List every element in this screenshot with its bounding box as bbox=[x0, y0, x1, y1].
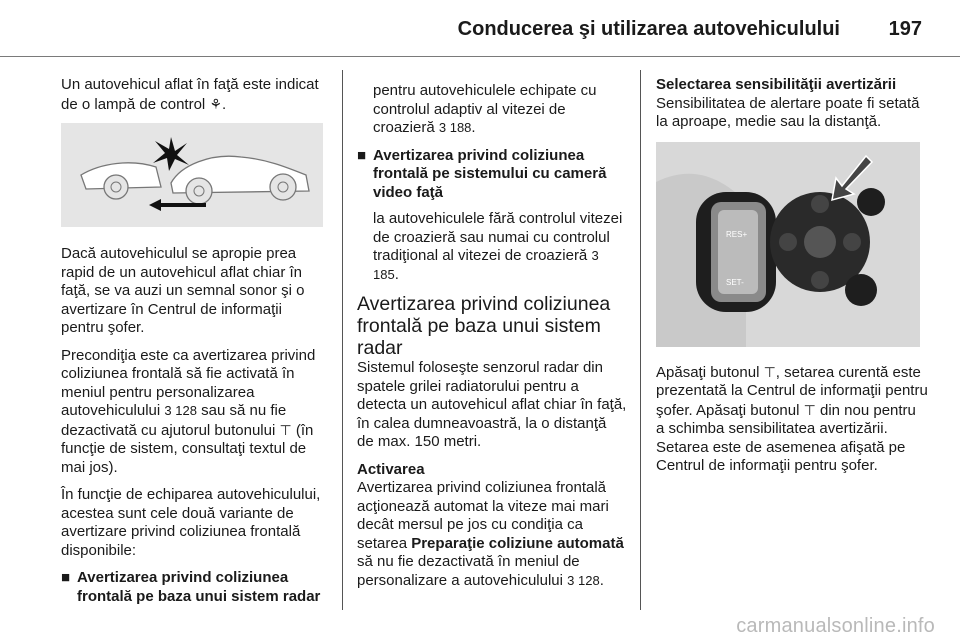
car-indicator-icon: ⚘ bbox=[209, 95, 222, 112]
col2-camera-text: la autovehiculele fără controlul vitezei de croazieră sau numai cu controlul tradiţional al vitezei de croazieră 3 185. bbox=[373, 210, 623, 283]
col2-system-text: Sistemul foloseşte senzorul radar din spatele grilei radiatorului pentru a detecta un autovehicul aflat chiar în faţă, în calea dumneavoastră, la o distanţă de max. 150 metri. bbox=[357, 359, 627, 450]
activation-title: Activarea bbox=[357, 460, 425, 478]
page-number: 197 bbox=[888, 18, 922, 40]
res-label: RES+ bbox=[726, 229, 748, 239]
page-ref: 3 185 bbox=[373, 248, 599, 282]
collision-illustration bbox=[61, 123, 323, 227]
column-3 bbox=[656, 76, 928, 485]
column-1 bbox=[61, 76, 327, 614]
set-label: SET- bbox=[726, 277, 744, 287]
col1-intro: Un autovehicul aflat în faţă este indicat de o lampă de control ⚘. bbox=[61, 76, 319, 113]
watermark: carmanualsonline.info bbox=[736, 615, 935, 637]
page-header-title: Conducerea şi utilizarea autovehiculului bbox=[457, 18, 840, 40]
col2-continuation: pentru autovehiculele echipate cu controlul adaptiv al vitezei de croazieră 3 188. bbox=[373, 82, 597, 136]
sensitivity-text: Sensibilitatea de alertare poate fi setată la aproape, medie sau la distanţă. bbox=[656, 94, 920, 130]
col1-warning-text: Dacă autovehiculul se apropie prea rapid de un autovehicul aflat chiar în faţă, se va auzi un semnal sonor şi o avertizare în Centrul de informaţii pentru şofer. bbox=[61, 245, 305, 336]
bullet-camera: ■ Avertizarea privind coliziunea frontală pe sistemului cu cameră video faţă bbox=[357, 146, 607, 201]
header-rule bbox=[0, 56, 960, 57]
sensitivity-button-icon: ⊤ bbox=[279, 421, 292, 438]
steering-wheel-illustration bbox=[656, 142, 920, 347]
bullet-mark: ■ bbox=[357, 146, 367, 164]
bullet-radar: ■ Avertizarea privind coliziunea frontală pe baza unui sistem radar bbox=[61, 569, 321, 605]
column-divider-2 bbox=[640, 70, 641, 610]
sensitivity-button-icon: ⊤ bbox=[803, 401, 816, 418]
page-ref: 3 188 bbox=[438, 120, 472, 135]
column-divider-1 bbox=[342, 70, 343, 610]
column-2 bbox=[357, 82, 627, 599]
section-heading: Avertizarea privind coliziunea frontală pe baza unui sistem radar bbox=[357, 293, 611, 359]
sensitivity-button-icon: ⊤ bbox=[763, 363, 776, 380]
sensitivity-title: Selectarea sensibilităţii avertizării bbox=[656, 76, 897, 93]
col1-variants: În funcţie de echiparea autovehiculului, acestea sunt cele două variante de avertizare privind coliziunea frontală disponibile: bbox=[61, 486, 321, 559]
bullet-mark: ■ bbox=[61, 569, 71, 586]
press-button-text: Apăsaţi butonul ⊤, setarea curentă este prezentată la Centrul de informaţii pentru şofer. Apăsaţi butonul ⊤ din nou pentru a schimba sensibilitatea avertizării. Setarea este de asemenea afişată pe Centrul de informaţii pentru şofer. bbox=[656, 363, 928, 474]
page-ref: 3 128 bbox=[164, 403, 197, 418]
activation-text: Avertizarea privind coliziunea frontală acţionează automat la viteze mai mari decât mersul pe jos cu condiţia ca setarea Preparaţie coliziune automată să nu fie dezactivată în meniul de personalizare a autovehiculului 3 128. bbox=[357, 479, 624, 589]
col1-precondition: Precondiţia este ca avertizarea privind coliziunea frontală să fie activată în meniul pentru personalizarea autovehiculului 3 128 sau să nu fie dezactivată cu ajutorul butonului ⊤ (în funcţie de sistem, consultaţi textul de mai jos). bbox=[61, 346, 316, 476]
page-ref: 3 128 bbox=[567, 572, 600, 588]
